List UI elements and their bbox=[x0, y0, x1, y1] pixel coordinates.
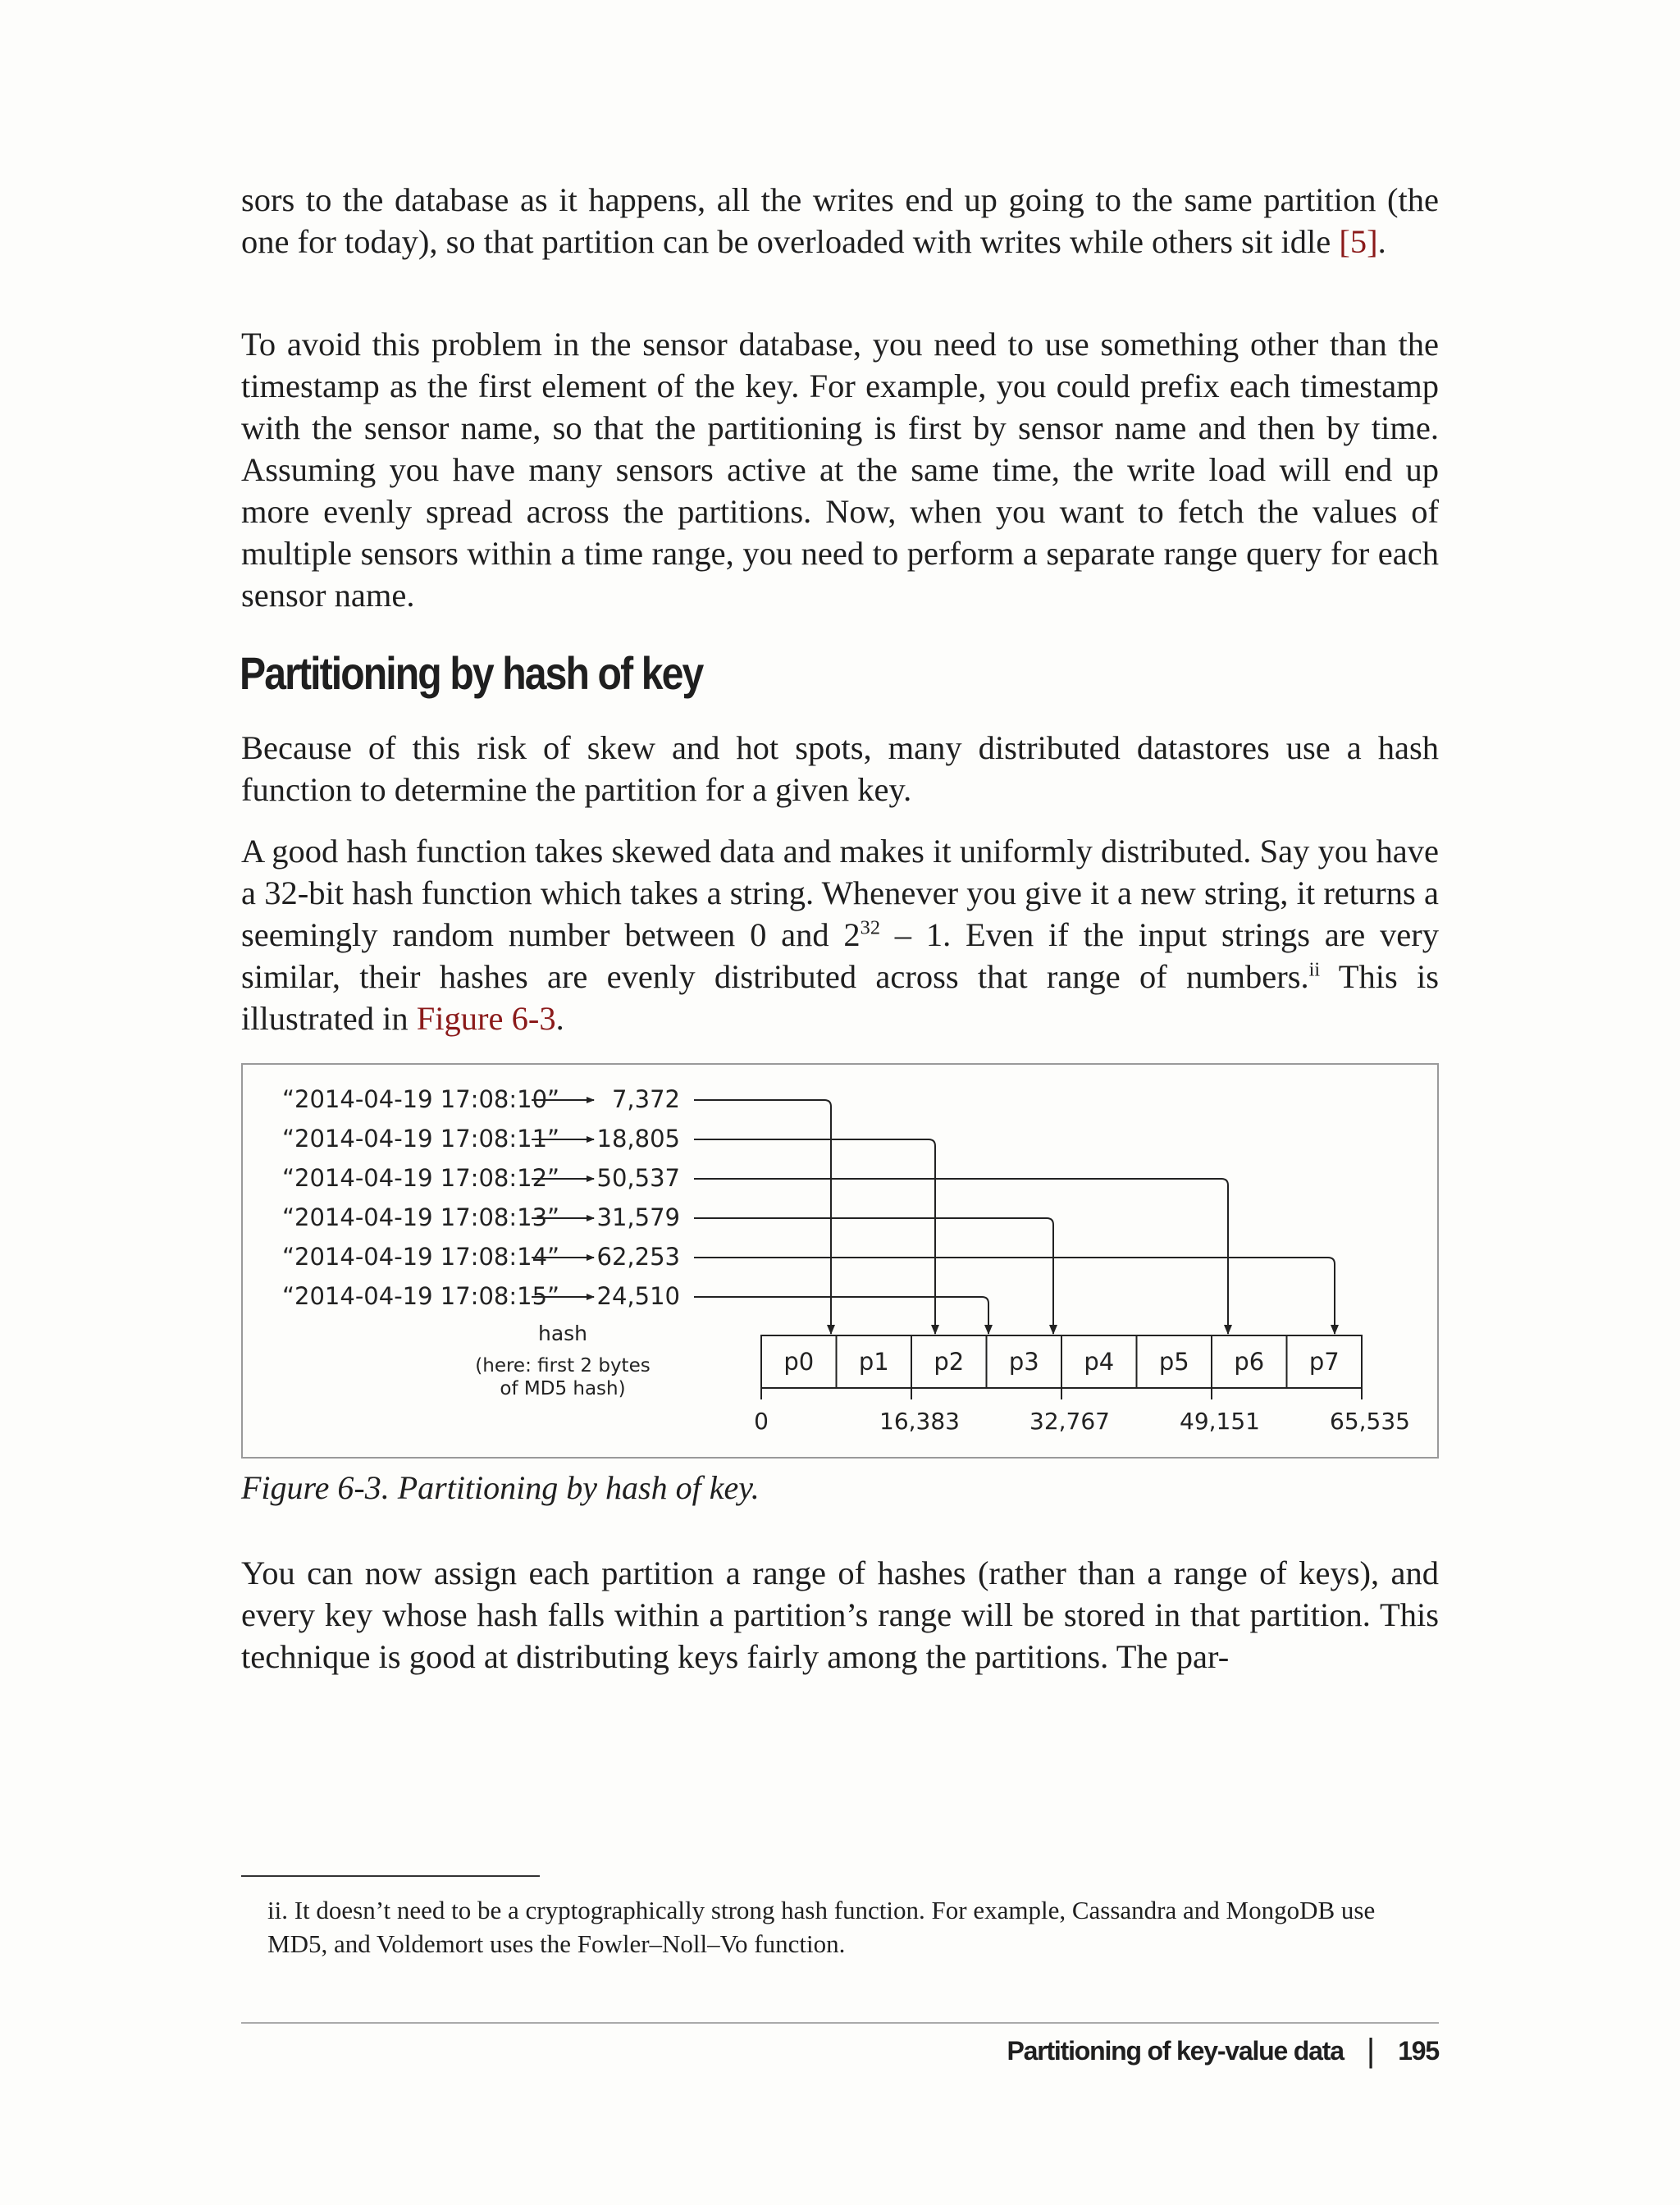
partition-label-p7: p7 bbox=[1308, 1348, 1340, 1376]
paragraph-1 bbox=[241, 179, 1439, 262]
route-line bbox=[694, 1139, 935, 1334]
paragraph-4 bbox=[241, 830, 1439, 1039]
footer-separator: | bbox=[1366, 2033, 1376, 2069]
timestamp-key: “2014-04-19 17:08:11” bbox=[282, 1125, 560, 1153]
paragraph-2: To avoid this problem in the sensor database, you need to use something other than the timestamp as the first element of the key. For example, you could prefix each timestamp with the sensor name, so that the partitioning is first by sensor name and then by time. Assuming you have many sensors active at the same time, the write load will end up more evenly spread across the partitions. Now, when you want to fetch the values of multiple sensors within a time range, you need to perform a separate range query for each sensor name. bbox=[241, 326, 1439, 614]
timestamp-key: “2014-04-19 17:08:10” bbox=[282, 1085, 560, 1113]
tick-label: 32,767 bbox=[1029, 1408, 1110, 1435]
route-line bbox=[694, 1258, 1335, 1334]
figure-caption: Figure 6-3. Partitioning by hash of key. bbox=[241, 1469, 760, 1506]
hash-value: 62,253 bbox=[596, 1243, 680, 1271]
route-line bbox=[694, 1297, 988, 1334]
routing-lines bbox=[694, 1100, 1335, 1334]
paragraph-1-end: . bbox=[1377, 223, 1386, 260]
paragraph-4-text-a: A good hash function takes skewed data and makes it uniformly distributed. Say you have a 32-bit hash function which takes a string. Whenever you give it a new string, it returns a seemingly random number between 0 and 2 bbox=[241, 833, 1439, 953]
partition-label-p4: p4 bbox=[1084, 1348, 1115, 1376]
partition-label-p5: p5 bbox=[1158, 1348, 1189, 1376]
partition-label-p2: p2 bbox=[934, 1348, 965, 1376]
footnote-ii: ii. It doesn’t need to be a cryptographically strong hash function. For example, Cassandra and MongoDB use MD5, and Voldemort uses the Fowler–Noll–Vo function. bbox=[267, 1896, 1376, 1958]
footer-divider bbox=[241, 2022, 1439, 2024]
paragraph-4-text-b: – 1. Even if the input strings are very similar, their hashes are evenly distributed across that range of numbers. bbox=[241, 916, 1439, 995]
hash-value: 18,805 bbox=[596, 1125, 680, 1153]
page-footer bbox=[1007, 2033, 1439, 2070]
timestamp-key: “2014-04-19 17:08:15” bbox=[282, 1282, 560, 1310]
tick-label: 0 bbox=[754, 1408, 769, 1435]
route-line bbox=[694, 1100, 831, 1334]
footnote-marker[interactable]: ii bbox=[1308, 958, 1321, 981]
partition-label-p6: p6 bbox=[1234, 1348, 1265, 1376]
timestamp-key: “2014-04-19 17:08:13” bbox=[282, 1203, 560, 1231]
figure-reference-link[interactable]: Figure 6-3 bbox=[416, 1000, 556, 1037]
timestamp-key: “2014-04-19 17:08:12” bbox=[282, 1164, 560, 1192]
paragraph-3: Because of this risk of skew and hot spots, many distributed datastores use a hash function to determine the partition for a given key. bbox=[241, 729, 1439, 808]
tick-label: 49,151 bbox=[1180, 1408, 1260, 1435]
partition-boxes bbox=[761, 1335, 1362, 1388]
footer-section-title: Partitioning of key-value data bbox=[1007, 2036, 1344, 2066]
hash-value: 50,537 bbox=[596, 1164, 680, 1192]
route-line bbox=[694, 1218, 1053, 1334]
timestamp-key: “2014-04-19 17:08:14” bbox=[282, 1243, 560, 1271]
paragraph-4-text-c: This is illustrated in bbox=[241, 958, 1439, 1037]
paragraph-5: You can now assign each partition a range of hashes (rather than a range of keys), and every key whose hash falls within a partition’s range will be stored in that partition. This technique is good at distributing keys fairly among the partitions. The par- bbox=[241, 1554, 1439, 1675]
tick-label: 65,535 bbox=[1330, 1408, 1410, 1435]
range-ticks bbox=[754, 1388, 1410, 1435]
partition-label-p3: p3 bbox=[1008, 1348, 1039, 1376]
exponent: 32 bbox=[860, 916, 880, 939]
section-heading: Partitioning by hash of key bbox=[240, 647, 703, 699]
paragraph-1-text: sors to the database as it happens, all the writes end up going to the same partition (the one for today), so that partition can be overloaded with writes while others sit idle bbox=[241, 181, 1439, 260]
hash-value: 7,372 bbox=[611, 1085, 680, 1113]
key-hash-rows bbox=[282, 1085, 680, 1310]
partition-label-p1: p1 bbox=[858, 1348, 889, 1376]
tick-label: 16,383 bbox=[879, 1408, 960, 1435]
hash-note-line-2: of MD5 hash) bbox=[500, 1378, 626, 1399]
hash-value: 31,579 bbox=[596, 1203, 680, 1231]
citation-link-5[interactable]: [5] bbox=[1339, 223, 1378, 260]
route-line bbox=[694, 1179, 1228, 1334]
footnote-divider bbox=[241, 1875, 540, 1877]
hash-label: hash bbox=[537, 1322, 588, 1345]
partition-label-p0: p0 bbox=[783, 1348, 815, 1376]
paragraph-4-end: . bbox=[555, 1000, 564, 1037]
page-number: 195 bbox=[1398, 2036, 1439, 2066]
hash-note-line-1: (here: first 2 bytes bbox=[475, 1355, 651, 1376]
hash-value: 24,510 bbox=[596, 1282, 680, 1310]
figure-6-3 bbox=[241, 1063, 1439, 1459]
hash-partition-diagram bbox=[243, 1065, 1440, 1460]
